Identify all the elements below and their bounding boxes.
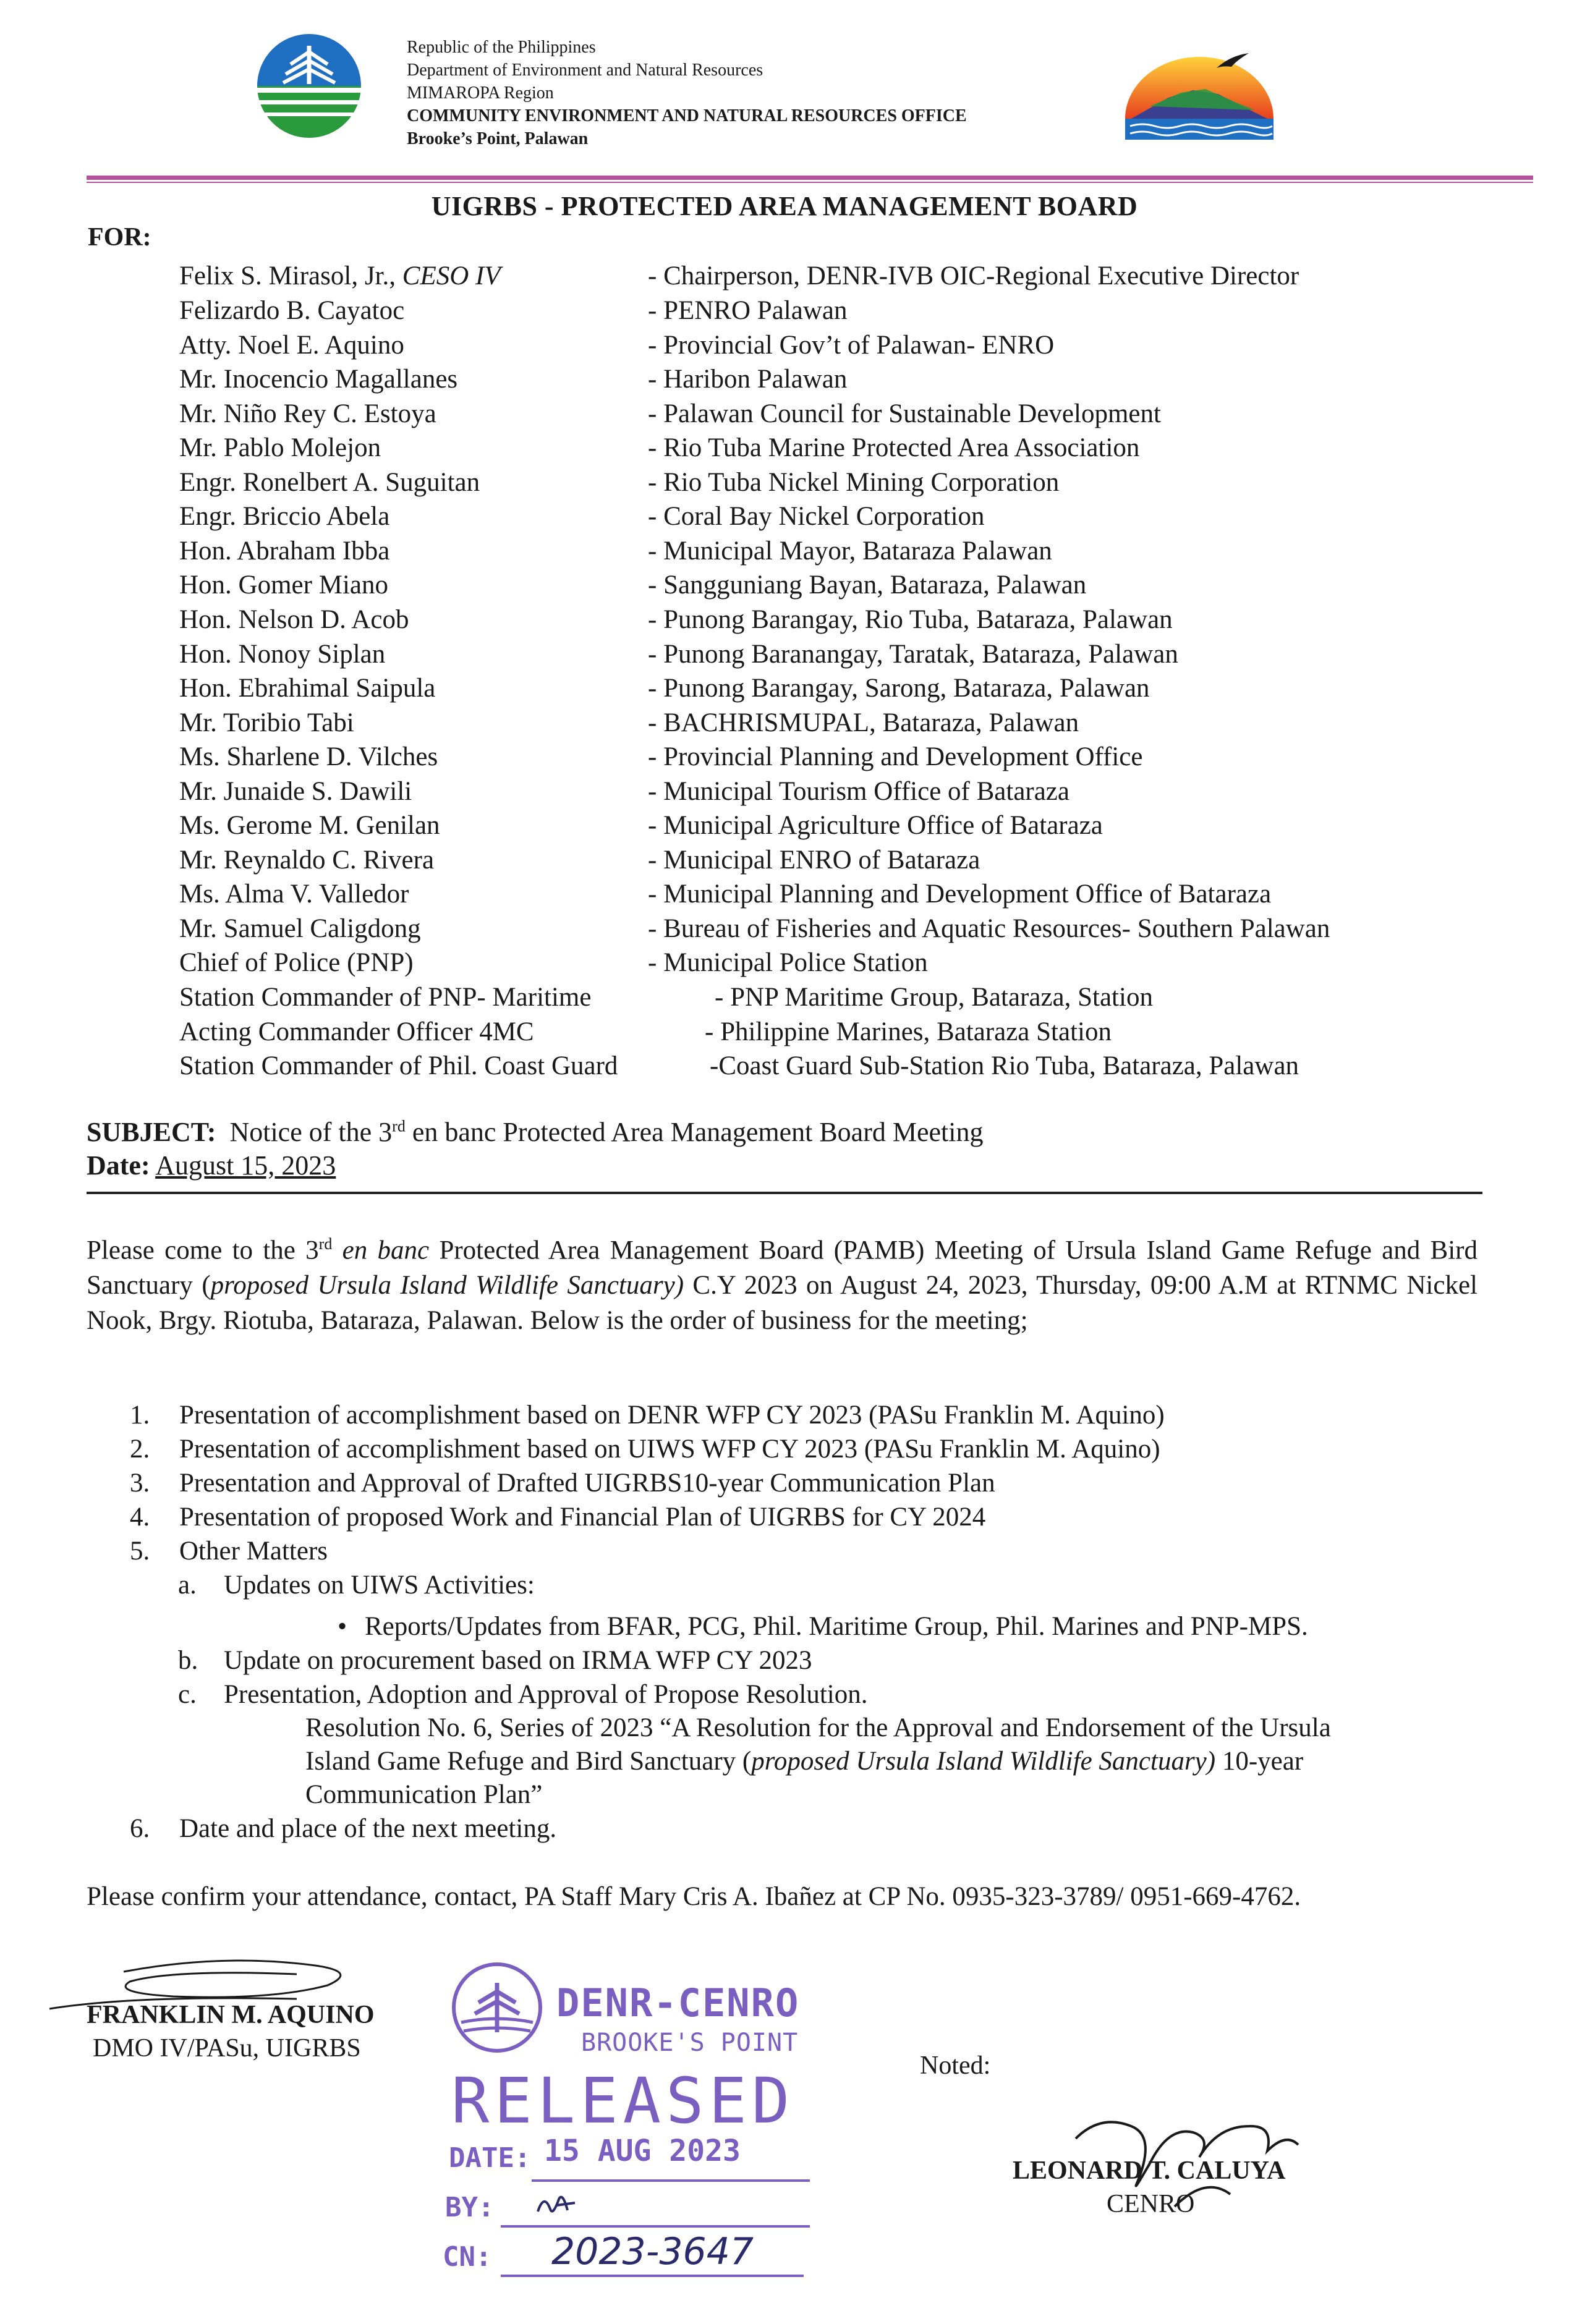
subject-divider	[87, 1192, 1482, 1194]
body-paragraph: Please come to the 3rd en banc Protected Area Management Board (PAMB) Meeting of Ursula Island Game Refuge and Bird Sanctuary (proposed Ursula Island Wildlife Sanctuary) C.Y 2023 on August 24, 2023, Thursday, 09:00 A.M at RTNMC Nickel Nook, Brgy. Riotuba, Bataraza, Palawan. Below is the order of business for the meeting;	[87, 1235, 1478, 1336]
recipient-row	[0, 740, 1569, 774]
letterhead-location: Brooke’s Point, Palawan	[407, 129, 589, 148]
agenda-item: Presentation and Approval of Drafted UIGRBS10-year Communication Plan	[179, 1469, 995, 1498]
header-rule	[87, 176, 1533, 180]
recipient-row	[0, 980, 1569, 1015]
agenda-sub-item: Presentation, Adoption and Approval of Propose Resolution.	[224, 1680, 868, 1709]
recipient-row	[0, 1015, 1569, 1050]
stamp-office: DENR-CENRO	[556, 1980, 800, 2025]
agenda-item: Presentation of proposed Work and Financial Plan of UIGRBS for CY 2024	[179, 1503, 986, 1532]
recipient-name: Mr. Toribio Tabi	[179, 708, 354, 737]
recipient-row	[0, 294, 1569, 328]
recipient-row	[0, 499, 1569, 534]
recipient-name: Hon. Nonoy Siplan	[179, 640, 386, 669]
stamp-seal-icon	[448, 1958, 546, 2057]
bullet-icon: •	[338, 1612, 347, 1641]
agenda-item: Date and place of the next meeting.	[179, 1814, 557, 1843]
recipient-row	[0, 637, 1569, 672]
stamp-date-value: 15 AUG 2023	[544, 2134, 741, 2168]
recipient-name: Engr. Ronelbert A. Suguitan	[179, 468, 480, 497]
letterhead-region: MIMAROPA Region	[407, 83, 554, 103]
recipient-row	[0, 843, 1569, 878]
stamp-location: BROOKE'S POINT	[581, 2029, 799, 2057]
resolution-text: Resolution No. 6, Series of 2023 “A Resolution for the Approval and Endorsement of the Ursula	[305, 1713, 1331, 1742]
recipient-name: Station Commander of Phil. Coast Guard	[179, 1051, 618, 1080]
agenda-sub-item: Updates on UIWS Activities:	[224, 1571, 535, 1600]
recipient-row	[0, 534, 1569, 569]
recipient-name: Ms. Gerome M. Genilan	[179, 811, 440, 840]
recipient-office: - Coral Bay Nickel Corporation	[648, 502, 985, 531]
recipient-office: - Haribon Palawan	[648, 365, 848, 394]
confirmation-paragraph: Please confirm your attendance, contact, PA Staff Mary Cris A. Ibañez at CP No. 0935-323-3789/ 0951-669-4762.	[87, 1882, 1301, 1911]
signatory-title: DMO IV/PASu, UIGRBS	[93, 2034, 361, 2063]
header-rule-thin	[87, 182, 1533, 183]
subject-label: SUBJECT:	[87, 1117, 216, 1147]
resolution-text: Communication Plan”	[305, 1780, 543, 1809]
recipient-row	[0, 362, 1569, 397]
letterhead-office: COMMUNITY ENVIRONMENT AND NATURAL RESOURCES OFFICE	[407, 106, 967, 125]
date-value: August 15, 2023	[155, 1150, 336, 1181]
recipient-name: Hon. Abraham Ibba	[179, 536, 390, 566]
cenro-name: LEONARD T. CALUYA	[1013, 2156, 1286, 2185]
stamp-cn-label: CN:	[443, 2241, 492, 2273]
recipient-office: - Rio Tuba Marine Protected Area Association	[648, 433, 1140, 462]
recipient-office: - Chairperson, DENR-IVB OIC-Regional Executive Director	[648, 261, 1299, 290]
agenda-sub-letter: b.	[178, 1646, 198, 1675]
recipient-name: Hon. Ebrahimal Saipula	[179, 674, 436, 703]
recipient-office: - Municipal ENRO of Bataraza	[648, 846, 980, 875]
recipient-name: Hon. Nelson D. Acob	[179, 605, 409, 634]
recipient-office: - Municipal Planning and Development Office of Bataraza	[648, 880, 1272, 909]
recipient-office: - Municipal Tourism Office of Bataraza	[648, 777, 1069, 806]
agenda-item: Presentation of accomplishment based on DENR WFP CY 2023 (PASu Franklin M. Aquino)	[179, 1401, 1165, 1430]
agenda-item: Presentation of accomplishment based on UIWS WFP CY 2023 (PASu Franklin M. Aquino)	[179, 1435, 1160, 1464]
recipient-name: Hon. Gomer Miano	[179, 570, 388, 600]
agenda-number: 6.	[130, 1814, 150, 1843]
recipient-office: - Palawan Council for Sustainable Development	[648, 399, 1161, 428]
agenda-number: 4.	[130, 1503, 150, 1532]
stamp-released: RELEASED	[451, 2064, 795, 2138]
cenro-title: CENRO	[1107, 2190, 1195, 2218]
recipient-row	[0, 1049, 1569, 1084]
letterhead-department: Department of Environment and Natural Resources	[407, 61, 763, 80]
recipient-row	[0, 328, 1569, 363]
stamp-initials	[532, 2187, 587, 2224]
stamp-cn-underline	[501, 2275, 804, 2277]
stamp-by-underline	[501, 2225, 810, 2228]
denr-logo	[247, 33, 371, 138]
recipient-name: Mr. Pablo Molejon	[179, 433, 381, 462]
recipient-office: - Provincial Planning and Development Office	[648, 742, 1143, 771]
recipient-row	[0, 431, 1569, 465]
cenro-logo	[1113, 45, 1286, 143]
recipient-name: Acting Commander Officer 4MC	[179, 1017, 534, 1046]
recipient-office: - PNP Maritime Group, Bataraza, Station	[715, 983, 1153, 1012]
agenda-sub-letter: c.	[178, 1680, 197, 1709]
board-title: UIGRBS - PROTECTED AREA MANAGEMENT BOARD	[431, 191, 1138, 221]
stamp-cn-value: 2023-3647	[551, 2230, 754, 2273]
recipient-office: - Punong Barangay, Sarong, Bataraza, Palawan	[648, 674, 1150, 703]
recipient-name: Ms. Alma V. Valledor	[179, 880, 409, 909]
agenda-number: 2.	[130, 1435, 150, 1464]
recipient-row	[0, 877, 1569, 912]
recipient-office: - Punong Baranangay, Taratak, Bataraza, Palawan	[648, 640, 1178, 669]
recipient-office: - PENRO Palawan	[648, 296, 848, 325]
recipient-name: Atty. Noel E. Aquino	[179, 331, 404, 360]
recipient-office: - Municipal Police Station	[648, 948, 928, 977]
recipient-office: - BACHRISMUPAL, Bataraza, Palawan	[648, 708, 1079, 737]
letterhead	[407, 36, 967, 150]
agenda-sub-item: Update on procurement based on IRMA WFP CY 2023	[224, 1646, 812, 1675]
recipient-name: Mr. Inocencio Magallanes	[179, 365, 458, 394]
recipient-name: Felix S. Mirasol, Jr., CESO IV	[179, 261, 501, 290]
stamp-date-underline	[532, 2179, 810, 2182]
agenda-number: 5.	[130, 1537, 150, 1566]
recipient-name: Mr. Niño Rey C. Estoya	[179, 399, 436, 428]
recipient-office: - Punong Barangay, Rio Tuba, Bataraza, Palawan	[648, 605, 1173, 634]
recipient-office: -Coast Guard Sub-Station Rio Tuba, Bataraza, Palawan	[710, 1051, 1299, 1080]
recipient-row	[0, 259, 1569, 294]
letterhead-republic: Republic of the Philippines	[407, 38, 596, 57]
recipient-row	[0, 603, 1569, 637]
date-line	[87, 1150, 336, 1181]
recipient-office: - Municipal Mayor, Bataraza Palawan	[648, 536, 1052, 566]
recipient-row	[0, 912, 1569, 946]
recipient-name: Engr. Briccio Abela	[179, 502, 390, 531]
recipient-office: - Philippine Marines, Bataraza Station	[705, 1017, 1112, 1046]
agenda-item: Other Matters	[179, 1537, 328, 1566]
subject-line: SUBJECT: Notice of the 3rd en banc Protected Area Management Board Meeting	[87, 1117, 984, 1147]
recipient-row	[0, 671, 1569, 706]
recipient-name: Mr. Reynaldo C. Rivera	[179, 846, 435, 875]
recipient-name: Mr. Samuel Caligdong	[179, 914, 421, 943]
agenda-number: 1.	[130, 1401, 150, 1430]
for-label: FOR:	[88, 223, 151, 252]
noted-label: Noted:	[920, 2051, 991, 2080]
recipient-office: - Municipal Agriculture Office of Bataraza	[648, 811, 1103, 840]
recipient-name: Station Commander of PNP- Maritime	[179, 983, 592, 1012]
recipient-name: Ms. Sharlene D. Vilches	[179, 742, 438, 771]
recipient-office: - Bureau of Fisheries and Aquatic Resources- Southern Palawan	[648, 914, 1330, 943]
recipient-row	[0, 808, 1569, 843]
date-label: Date:	[87, 1150, 150, 1181]
recipient-row	[0, 706, 1569, 740]
recipient-row	[0, 397, 1569, 431]
recipient-office: - Provincial Gov’t of Palawan- ENRO	[648, 331, 1055, 360]
recipient-name: Felizardo B. Cayatoc	[179, 296, 405, 325]
recipient-row	[0, 774, 1569, 809]
recipient-name: Chief of Police (PNP)	[179, 948, 414, 977]
recipient-row	[0, 465, 1569, 500]
recipient-row	[0, 946, 1569, 980]
recipient-office: - Rio Tuba Nickel Mining Corporation	[648, 468, 1060, 497]
stamp-by-label: BY:	[445, 2192, 495, 2223]
signatory-name: FRANKLIN M. AQUINO	[87, 2001, 375, 2029]
agenda-number: 3.	[130, 1469, 150, 1498]
signature-caluya	[1063, 2089, 1348, 2213]
recipient-row	[0, 568, 1569, 603]
agenda-bullet-item: Reports/Updates from BFAR, PCG, Phil. Maritime Group, Phil. Marines and PNP-MPS.	[365, 1612, 1308, 1641]
resolution-text: Island Game Refuge and Bird Sanctuary (proposed Ursula Island Wildlife Sanctuary) 10-year	[305, 1747, 1304, 1776]
recipient-office: - Sangguniang Bayan, Bataraza, Palawan	[648, 570, 1087, 600]
stamp-date-label: DATE:	[449, 2142, 531, 2174]
recipient-name: Mr. Junaide S. Dawili	[179, 777, 412, 806]
agenda-sub-letter: a.	[178, 1571, 197, 1600]
